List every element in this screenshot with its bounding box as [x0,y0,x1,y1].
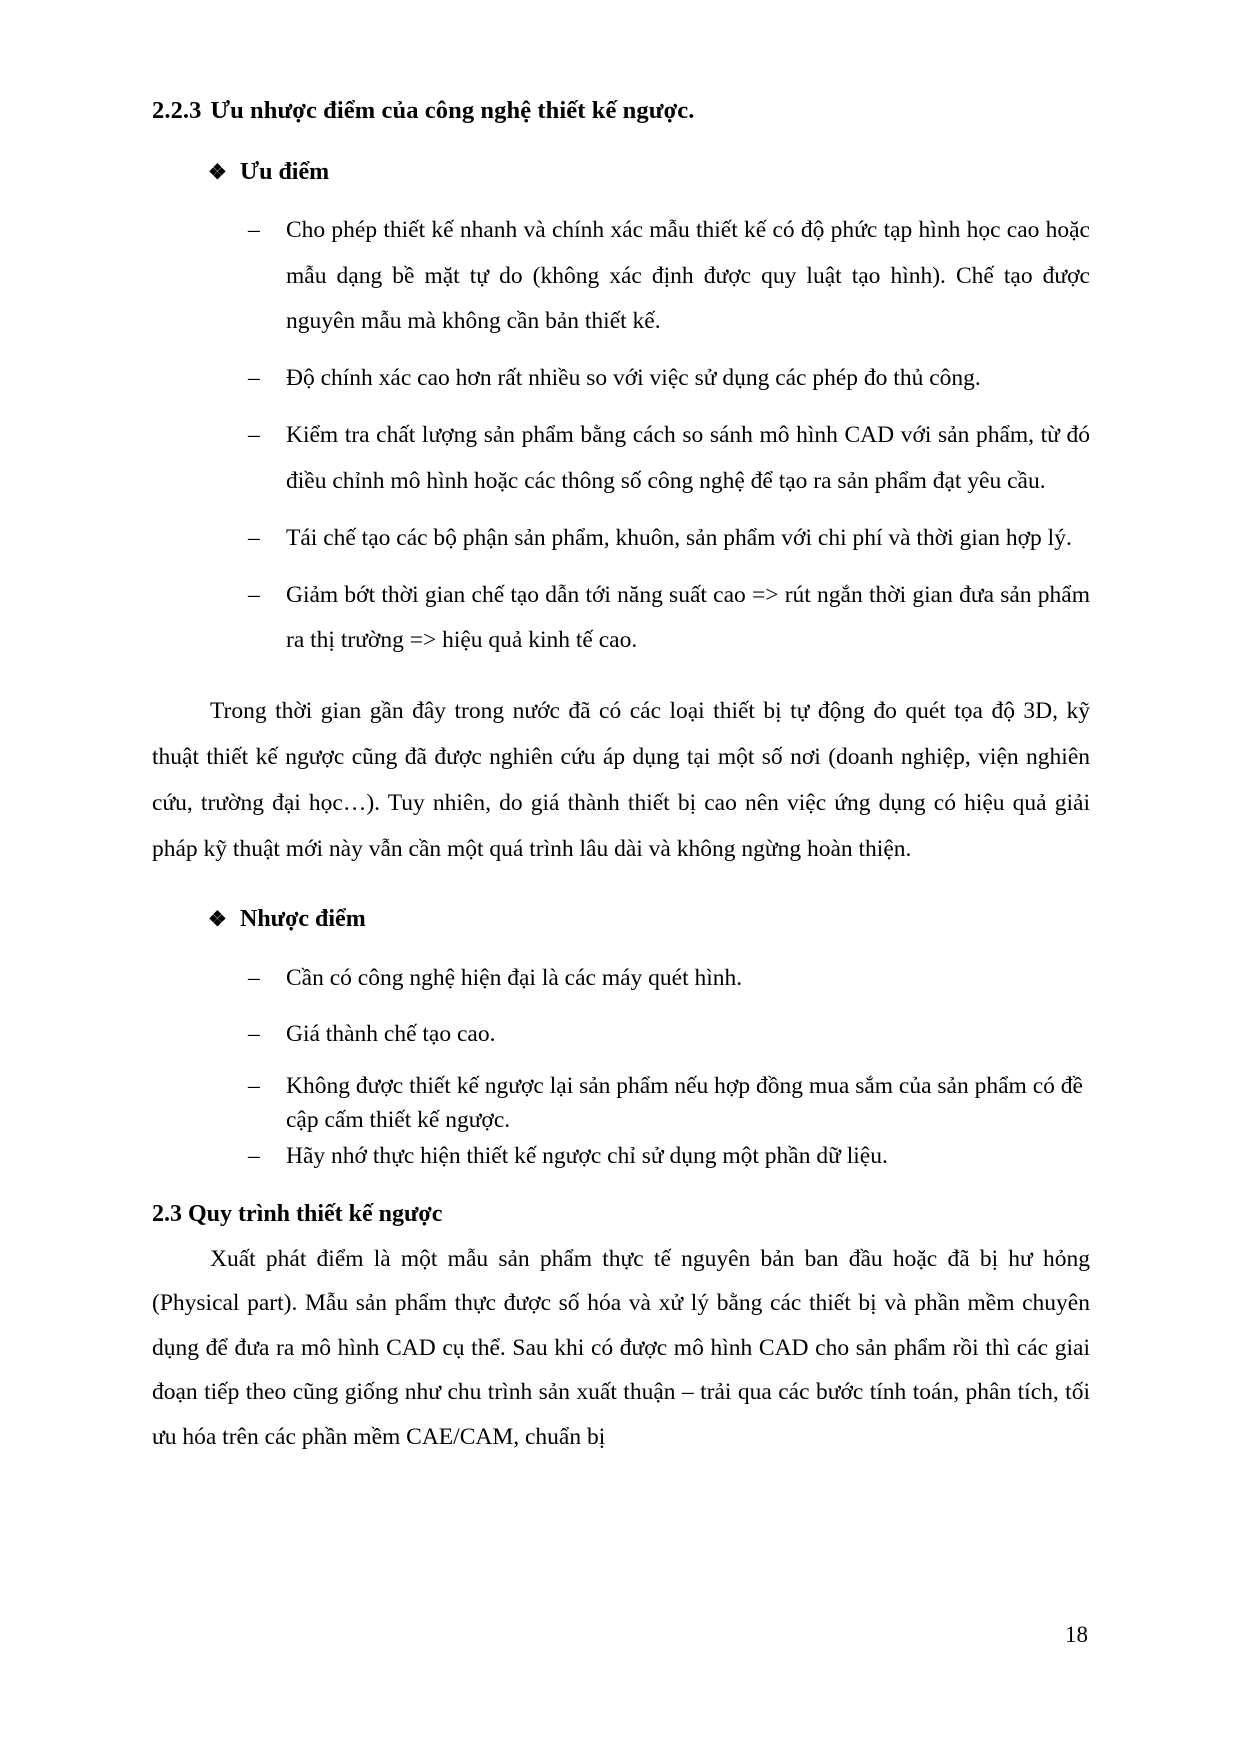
section-title: Ưu nhược điểm của công nghệ thiết kế ngược. [210,97,695,124]
list-item [152,413,1090,505]
dash-bullet-icon: – [248,365,260,392]
list-item-text: Độ chính xác cao hơn rất nhiều so với việc sử dụng các phép đo thủ công. [286,365,981,392]
list-item [152,356,1090,402]
list-item [152,956,1090,1002]
page-content [152,96,1090,1466]
page-number: 18 [1065,1622,1088,1647]
list-item-text: Giảm bớt thời gian chế tạo dẫn tới năng suất cao => rút ngắn thời gian đưa sản phẩm ra thị trường => hiệu quả kinh tế cao. [286,581,1090,654]
advantages-label: Ưu điểm [240,158,330,185]
disadvantages-label: Nhược điểm [240,906,366,933]
list-item-text: Kiểm tra chất lượng sản phẩm bằng cách so sánh mô hình CAD với sản phẩm, từ đó điều chỉnh mô hình hoặc các thông số công nghệ để tạo ra sản phẩm đạt yêu cầu. [286,422,1090,494]
list-item [152,1139,1090,1173]
list-item [152,516,1090,562]
section-heading-2-3: 2.3 Quy trình thiết kế ngược [152,1201,443,1228]
list-item-text: Cho phép thiết kế nhanh và chính xác mẫu thiết kế có độ phức tạp hình học cao hoặc mẫu dạng bề mặt tự do (không xác định được quy luật tạo hình). Chế tạo được nguyên mẫu mà không cần bản thiết kế. [286,216,1090,335]
list-item-text: Cần có công nghệ hiện đại là các máy quét hình. [286,964,743,991]
list-item-text: Không được thiết kế ngược lại sản phẩm nếu hợp đồng mua sắm của sản phẩm có đề cập cấm thiết kế ngược. [286,1073,1083,1134]
section-heading-2-2-3 [152,96,1090,127]
dash-bullet-icon: – [248,216,260,243]
list-item [152,1069,1090,1137]
list-item-text: Hãy nhớ thực hiện thiết kế ngược chỉ sử dụng một phần dữ liệu. [286,1143,888,1170]
dash-bullet-icon: – [248,1021,260,1048]
diamond-bullet-icon: ❖ [208,159,227,184]
list-item [152,1012,1090,1058]
dash-bullet-icon: – [248,1143,260,1170]
dash-bullet-icon: – [248,964,260,991]
list-item-text: Tái chế tạo các bộ phận sản phẩm, khuôn, sản phẩm với chi phí và thời gian hợp lý. [286,524,1072,551]
paragraph-after-advantages: Trong thời gian gần đây trong nước đã có các loại thiết bị tự động đo quét tọa độ 3D, kỹ thuật thiết kế ngược cũng đã được nghiên cứu áp dụng tại một số nơi (doanh nghiệp, viện nghiên cứu, trường đại học…). Tuy nhiên, do giá thành thiết bị cao nên việc ứng dụng có hiệu quả giải pháp kỹ thuật mới này vẫn cần một quá trình lâu dài và không ngừng hoàn thiện. [152,698,1090,862]
list-item-text: Giá thành chế tạo cao. [286,1021,496,1048]
advantages-heading [152,157,1090,188]
dash-bullet-icon: – [248,581,260,608]
section-number: 2.2.3 [152,97,202,124]
list-item [152,208,1090,345]
disadvantages-heading [152,904,1090,935]
diamond-bullet-icon: ❖ [208,907,227,932]
process-paragraph: Xuất phát điểm là một mẫu sản phẩm thực tế nguyên bản ban đầu hoặc đã bị hư hỏng (Physical part). Mẫu sản phẩm thực được số hóa và xử lý bằng các thiết bị và phần mềm chuyên dụng để đưa ra mô hình CAD cụ thể. Sau khi có được mô hình CAD cho sản phẩm rồi thì các giai đoạn tiếp theo cũng giống như chu trình sản xuất thuận – trải qua các bước tính toán, phân tích, tối ưu hóa trên các phần mềm CAE/CAM, chuẩn bị [152,1245,1090,1451]
dash-bullet-icon: – [248,422,260,449]
list-item [152,573,1090,665]
dash-bullet-icon: – [248,1073,260,1100]
dash-bullet-icon: – [248,524,260,551]
